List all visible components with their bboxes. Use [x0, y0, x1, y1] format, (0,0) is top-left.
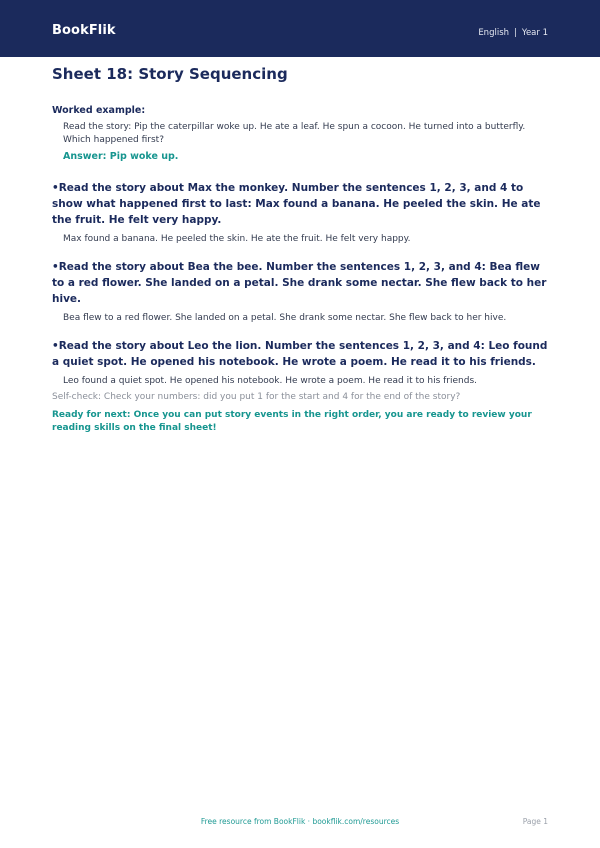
worked-example-label: Worked example:: [52, 105, 146, 116]
question-1-sentences: Max found a banana. He peeled the skin. He ate the fruit. He felt very happy.: [63, 234, 411, 244]
page-header: [0, 0, 600, 57]
question-3: •Read the story about Leo the lion. Number the sentences 1, 2, 3, and 4: Leo found a quiet spot. He opened his notebook. He wrote a poem. He read it to his friends.: [52, 340, 548, 368]
page-title: Sheet 18: Story Sequencing: [52, 65, 288, 83]
header-meta: [478, 28, 548, 38]
ready-for-next-note: Ready for next: Once you can put story events in the right order, you are ready to review your reading skills on the final sheet!: [52, 410, 532, 433]
question-1: •Read the story about Max the monkey. Number the sentences 1, 2, 3, and 4 to show what happened first to last: Max found a banana. He peeled the skin. He ate the fruit. He felt very happy.: [52, 182, 541, 226]
subject-label: English: [478, 28, 510, 38]
page-number: Page 1: [522, 817, 548, 826]
worked-example-text: Read the story: Pip the caterpillar woke up. He ate a leaf. He spun a cocoon. He turned into a butterfly. Which happened first?: [63, 122, 526, 145]
self-check-note: Self-check: Check your numbers: did you put 1 for the start and 4 for the end of the story?: [52, 392, 461, 402]
year-label: Year 1: [521, 28, 548, 38]
worked-example-answer: Answer: Pip woke up.: [63, 151, 179, 162]
brand-logo-text: BookFlik: [52, 23, 116, 38]
worksheet-content: [52, 65, 552, 435]
question-3-sentences: Leo found a quiet spot. He opened his notebook. He wrote a poem. He read it to his friends.: [63, 376, 478, 386]
question-2-sentences: Bea flew to a red flower. She landed on a petal. She drank some nectar. She flew back to her hive.: [63, 313, 507, 323]
meta-separator: |: [514, 28, 517, 38]
question-2: •Read the story about Bea the bee. Number the sentences 1, 2, 3, and 4: Bea flew to a red flower. She landed on a petal. She drank some nectar. She flew back to her hive.: [52, 261, 547, 305]
footer-credit-link[interactable]: Free resource from BookFlik · bookflik.com/resources: [200, 817, 400, 826]
